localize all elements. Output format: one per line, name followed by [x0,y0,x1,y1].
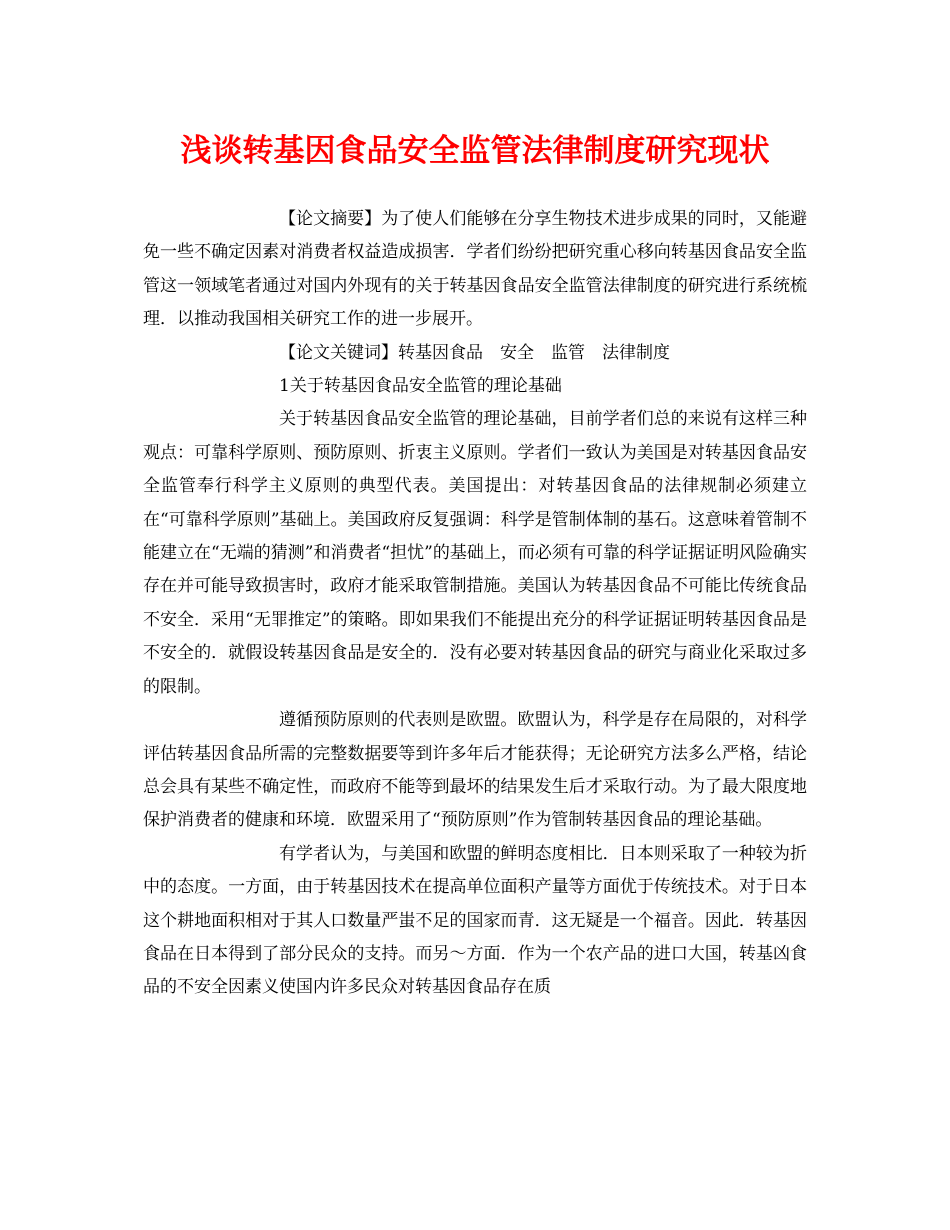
abstract-paragraph: 【论文摘要】为了使人们能够在分享生物技术进步成果的同时，又能避免一些不确定因素对消费者权益造成损害．学者们纷纷把研究重心移向转基因食品安全监管这一领域笔者通过对国内外现有的关于转基因食品安全监管法律制度的研究进行系统梳理．以推动我国相关研究工作的进一步展开。 [143,209,807,330]
body-paragraph: 有学者认为，与美国和欧盟的鲜明态度相比．日本则采取了一种较为折中的态度。一方面，由于转基因技术在提高单位面积产量等方面优于传统技术。对于日本这个耕地面积相对于其人口数量严蚩不足的国家而青．这无疑是一个福音。因此．转基因食品在日本得到了部分民众的支持。而另～方面．作为一个农产品的进口大国，转基凶食品的不安全因素义使国内许多民众对转基因食品存在质 [143,843,807,998]
keywords-paragraph: 【论文关键词】转基因食品 安全 监管 法律制度 [279,342,670,363]
page-title: 浅谈转基因食品安全监管法律制度研究现状 [180,133,770,169]
body-paragraph: 关于转基因食品安全监管的理论基础，目前学者们总的来说有这样三种观点：可靠科学原则、预防原则、折衷主义原则。学者们一致认为美国是对转基因食品安全监管奉行科学主义原则的典型代表。美国提出：对转基因食品的法律规制必须建立在“可靠科学原则”基础上。美国政府反复强调：科学是管制体制的基石。这意味着管制不能建立在“无端的猜测”和消费者“担忧”的基础上，而必须有可靠的科学证据证明风险确实存在并可能导致损害时，政府才能采取管制措施。美国认为转基因食品不可能比传统食品不安全．采用“无罪推定”的策略。即如果我们不能提出充分的科学证据证明转基因食品是不安全的．就假设转基因食品是安全的．没有必要对转基因食品的研究与商业化采取过多的限制。 [143,409,807,697]
section-heading: 1关于转基因食品安全监管的理论基础 [279,376,562,397]
body-paragraph: 遵循预防原则的代表则是欧盟。欧盟认为，科学是存在局限的，对科学评估转基因食品所需的完整数据要等到许多年后才能获得；无论研究方法多么严格，结论总会具有某些不确定性，而政府不能等到最坏的结果发生后才采取行动。为了最大限度地保护消费者的健康和环境．欧盟采用了“预防原则”作为管制转基因食品的理论基础。 [143,710,807,831]
document-body [143,203,807,1005]
